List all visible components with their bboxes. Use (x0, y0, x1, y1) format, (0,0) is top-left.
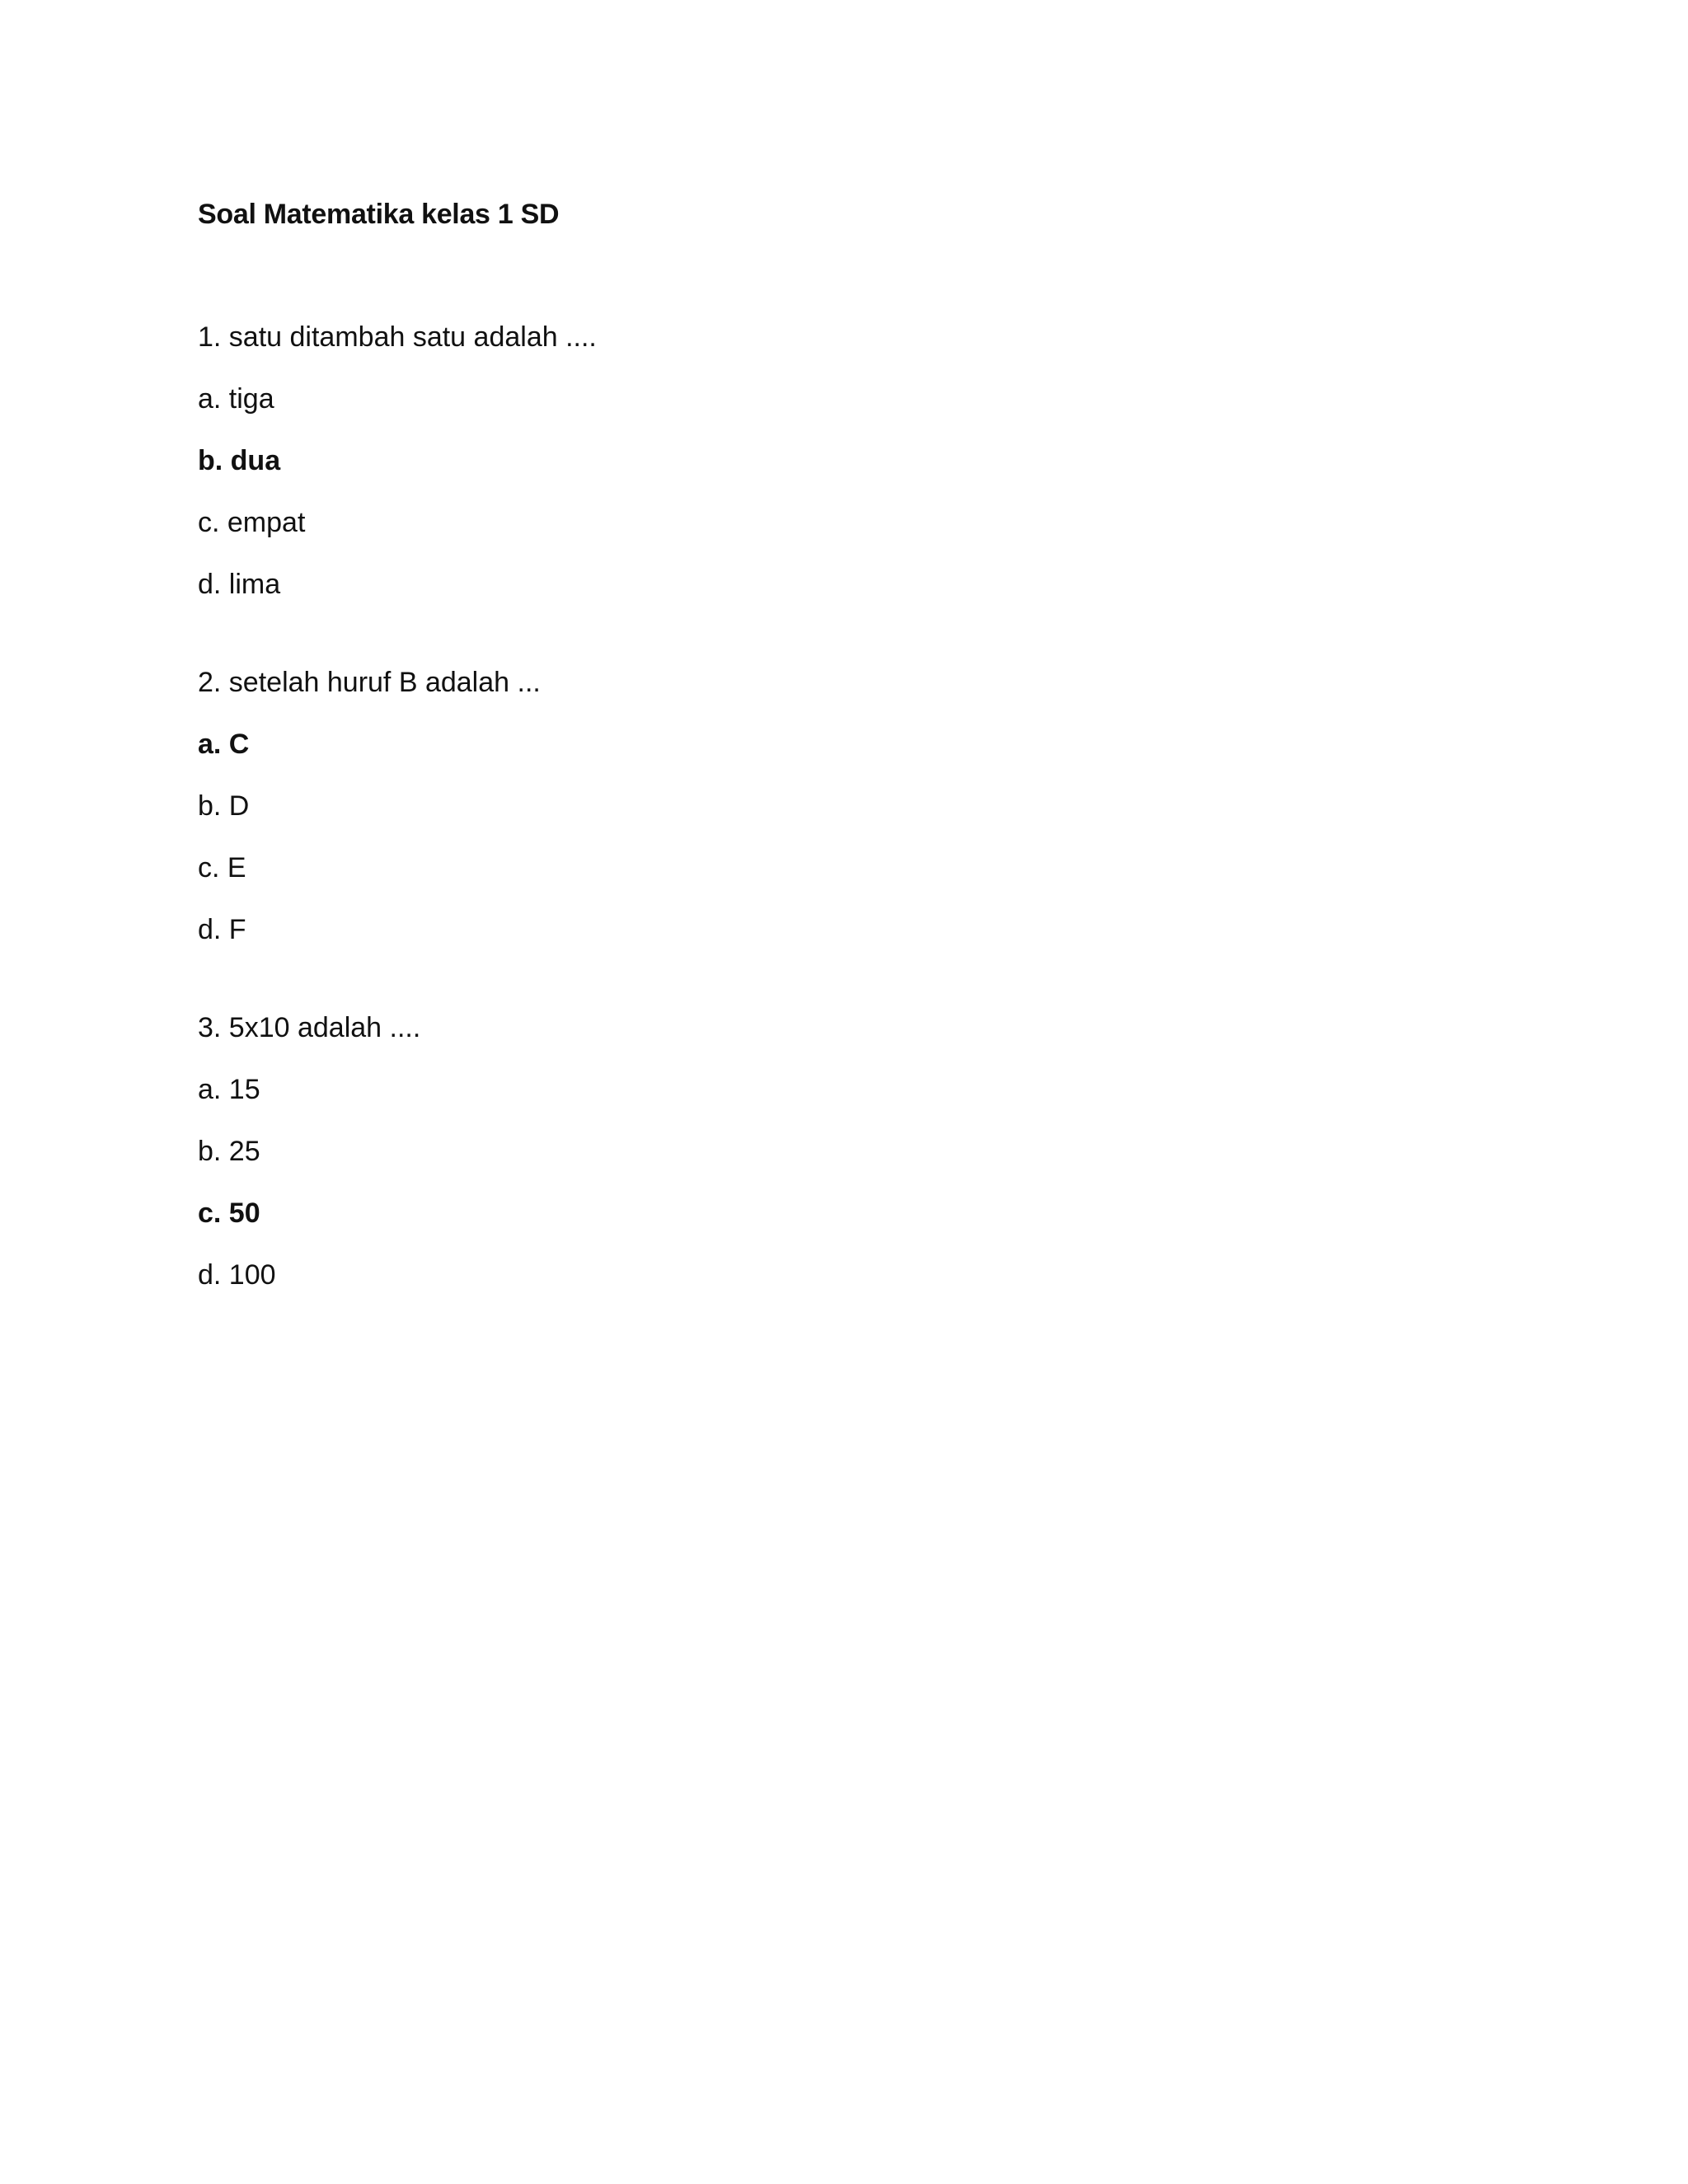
question-block-2 (198, 664, 1517, 948)
answer-option: a. 15 (198, 1074, 260, 1105)
question-block-1 (198, 319, 1517, 602)
answer-option: d. 100 (198, 1259, 276, 1291)
answer-option-correct: a. C (198, 729, 250, 760)
answer-option-correct: b. dua (198, 445, 281, 476)
question-text: 1. satu ditambah satu adalah .... (198, 321, 597, 353)
answer-option: a. tiga (198, 383, 274, 415)
answer-option: c. empat (198, 507, 306, 538)
answer-option: d. F (198, 914, 246, 945)
answer-option: c. E (198, 852, 246, 883)
answer-option: b. D (198, 790, 250, 822)
answer-option-correct: c. 50 (198, 1197, 260, 1229)
document-title: Soal Matematika kelas 1 SD (198, 199, 560, 230)
question-block-3 (198, 1010, 1517, 1293)
question-text: 3. 5x10 adalah .... (198, 1012, 421, 1043)
answer-option: b. 25 (198, 1136, 260, 1167)
question-text: 2. setelah huruf B adalah ... (198, 667, 541, 698)
document-content (198, 196, 1517, 1355)
answer-option: d. lima (198, 569, 281, 600)
